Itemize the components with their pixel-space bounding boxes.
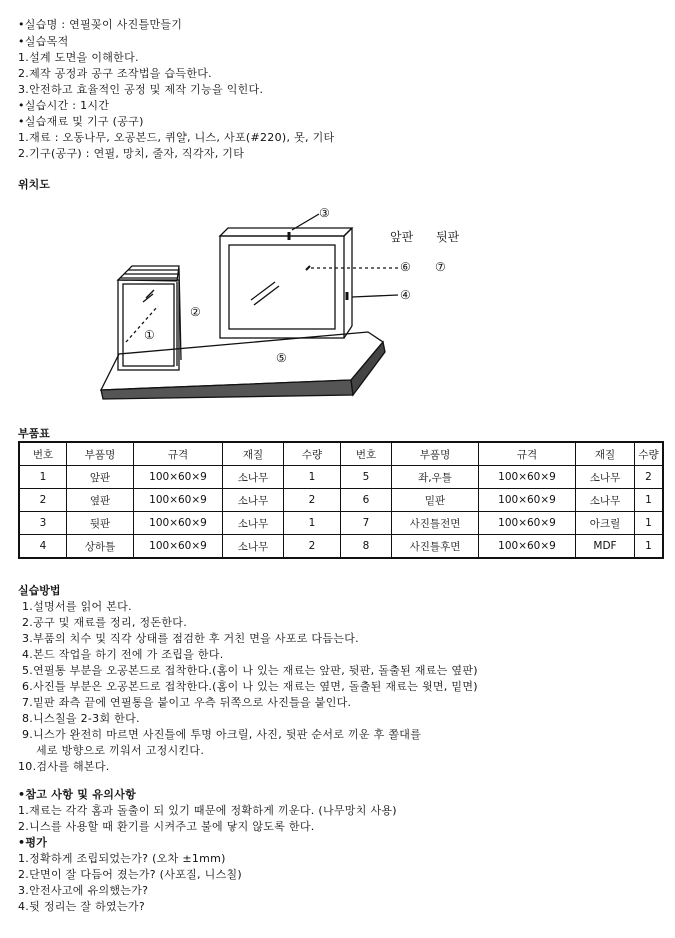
table-cell: 7 xyxy=(341,512,392,535)
table-cell: 100×60×9 xyxy=(479,535,576,559)
notes-item: 1.재료는 각각 홈과 돌출이 되 있기 때문에 정확하게 끼운다. (나무망치 사용) xyxy=(18,804,397,817)
table-cell: 뒷판 xyxy=(67,512,134,535)
materials-item: 1.재료 : 오동나무, 오공본드, 퀴얄, 니스, 사포(#220), 못, 기타 xyxy=(18,131,335,144)
method-step: 6.사진틀 부분은 오공본드로 접착한다.(홈이 나 있는 재료는 옆면, 돌출된 재료는 윗면, 밑면) xyxy=(22,680,478,693)
table-cell: 6 xyxy=(341,489,392,512)
practice-title: •실습명 : 연필꽂이 사진틀만들기 xyxy=(18,18,183,31)
table-cell: 1 xyxy=(635,489,664,512)
column-header: 재질 xyxy=(223,442,284,466)
column-header: 수량 xyxy=(635,442,664,466)
table-cell: 100×60×9 xyxy=(134,466,223,489)
label-2: ② xyxy=(190,305,201,319)
label-front: 앞판 xyxy=(390,230,414,244)
materials-item: 2.기구(공구) : 연필, 망치, 줄자, 직각자, 기타 xyxy=(18,147,245,160)
label-7: ⑦ xyxy=(435,260,446,274)
column-header: 규격 xyxy=(134,442,223,466)
table-cell: MDF xyxy=(576,535,635,559)
purpose-item: 2.제작 공정과 공구 조작법을 습득한다. xyxy=(18,67,212,80)
label-1: ① xyxy=(144,328,155,342)
table-cell: 2 xyxy=(284,489,341,512)
parts-table-heading: 부품표 xyxy=(18,427,50,440)
table-cell: 앞판 xyxy=(67,466,134,489)
table-row xyxy=(19,535,663,559)
table-cell: 100×60×9 xyxy=(134,512,223,535)
purpose-heading: •실습목적 xyxy=(18,35,69,48)
label-6: ⑥ xyxy=(400,260,411,274)
table-cell: 1 xyxy=(635,512,664,535)
table-cell: 소나무 xyxy=(223,535,284,559)
table-cell: 100×60×9 xyxy=(479,466,576,489)
evaluation-item: 4.뒷 정리는 잘 하였는가? xyxy=(18,900,145,913)
table-cell: 1 xyxy=(284,512,341,535)
assembly-drawing xyxy=(96,202,511,407)
method-step: 3.부품의 치수 및 직각 상태를 점검한 후 거친 면을 사포로 다듬는다. xyxy=(22,632,359,645)
table-cell: 2 xyxy=(635,466,664,489)
label-back: 뒷판 xyxy=(436,230,460,244)
table-row xyxy=(19,466,663,489)
table-cell: 소나무 xyxy=(576,466,635,489)
purpose-item: 3.안전하고 효율적인 공정 및 제작 기능을 익힌다. xyxy=(18,83,264,96)
table-cell: 1 xyxy=(635,535,664,559)
table-cell: 5 xyxy=(341,466,392,489)
photo-frame xyxy=(220,214,398,338)
table-cell: 옆판 xyxy=(67,489,134,512)
table-cell: 소나무 xyxy=(223,489,284,512)
evaluation-item: 3.안전사고에 유의했는가? xyxy=(18,884,149,897)
table-cell: 사진틀후면 xyxy=(392,535,479,559)
table-cell: 100×60×9 xyxy=(479,489,576,512)
table-cell: 2 xyxy=(284,535,341,559)
table-cell: 소나무 xyxy=(576,489,635,512)
table-cell: 1 xyxy=(284,466,341,489)
table-cell: 100×60×9 xyxy=(479,512,576,535)
method-heading: 실습방법 xyxy=(18,584,61,597)
table-cell: 8 xyxy=(341,535,392,559)
column-header: 수량 xyxy=(284,442,341,466)
method-step: 8.니스칠을 2-3회 한다. xyxy=(22,712,140,725)
column-header: 재질 xyxy=(576,442,635,466)
column-header: 번호 xyxy=(19,442,67,466)
method-step: 1.설명서를 읽어 본다. xyxy=(22,600,132,613)
table-row xyxy=(19,512,663,535)
evaluation-item: 2.단면이 잘 다듬어 졌는가? (사포질, 니스칠) xyxy=(18,868,243,881)
table-cell: 밑판 xyxy=(392,489,479,512)
materials-heading: •실습재료 및 기구 (공구) xyxy=(18,115,144,128)
method-step: 7.밑판 좌측 끝에 연필통을 붙이고 우측 뒤쪽으로 사진틀을 붙인다. xyxy=(22,696,352,709)
parts-table xyxy=(18,441,664,559)
table-cell: 아크릴 xyxy=(576,512,635,535)
table-cell: 3 xyxy=(19,512,67,535)
notes-heading: •참고 사항 및 유의사항 xyxy=(18,788,137,801)
table-cell: 소나무 xyxy=(223,466,284,489)
method-step: 9.니스가 완전히 마르면 사진틀에 투명 아크릴, 사진, 뒷판 순서로 끼운 후 쫄대를 xyxy=(22,728,422,741)
column-header: 부품명 xyxy=(67,442,134,466)
table-cell: 좌,우틀 xyxy=(392,466,479,489)
method-step: 5.연필통 부분을 오공본드로 접착한다.(홈이 나 있는 재료는 앞판, 뒷판, 돌출된 재료는 옆판) xyxy=(22,664,478,677)
figure-heading: 위치도 xyxy=(18,178,50,191)
table-cell: 상하틀 xyxy=(67,535,134,559)
method-step: 4.본드 작업을 하기 전에 가 조립을 한다. xyxy=(22,648,224,661)
evaluation-heading: •평가 xyxy=(18,836,48,849)
method-step: 세로 방향으로 끼워서 고정시킨다. xyxy=(36,744,205,757)
practice-time: •실습시간 : 1시간 xyxy=(18,99,110,112)
method-step: 10.검사를 해본다. xyxy=(18,760,110,773)
label-5: ⑤ xyxy=(276,351,287,365)
table-cell: 100×60×9 xyxy=(134,535,223,559)
method-step: 2.공구 및 재료를 정리, 정돈한다. xyxy=(22,616,187,629)
table-header-row xyxy=(19,442,663,466)
notes-item: 2.니스를 사용할 때 환기를 시켜주고 불에 닿지 않도록 한다. xyxy=(18,820,315,833)
table-cell: 1 xyxy=(19,466,67,489)
table-cell: 100×60×9 xyxy=(134,489,223,512)
table-row xyxy=(19,489,663,512)
purpose-item: 1.설계 도면을 이해한다. xyxy=(18,51,139,64)
column-header: 부품명 xyxy=(392,442,479,466)
label-3: ③ xyxy=(319,206,330,220)
evaluation-item: 1.정확하게 조립되었는가? (오차 ±1mm) xyxy=(18,852,226,865)
column-header: 번호 xyxy=(341,442,392,466)
table-cell: 4 xyxy=(19,535,67,559)
table-cell: 2 xyxy=(19,489,67,512)
table-cell: 사진틀전면 xyxy=(392,512,479,535)
column-header: 규격 xyxy=(479,442,576,466)
label-4: ④ xyxy=(400,288,411,302)
table-cell: 소나무 xyxy=(223,512,284,535)
